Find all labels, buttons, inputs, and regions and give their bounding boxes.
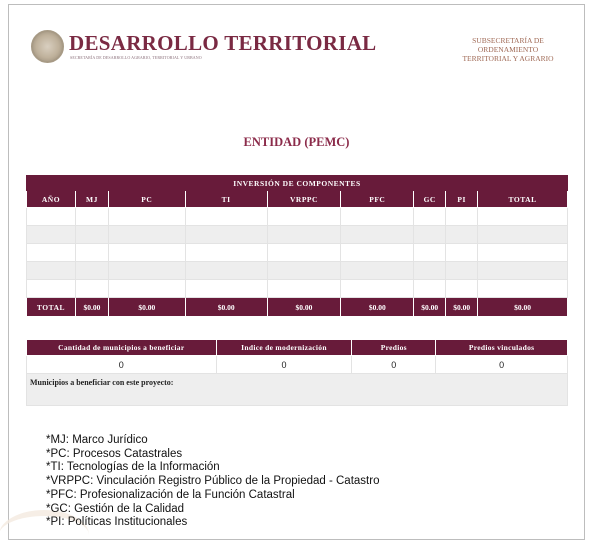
total-label: TOTAL <box>27 298 76 317</box>
table-cell <box>478 262 568 280</box>
table-cell <box>75 208 108 226</box>
entity-title: ENTIDAD (PEMC) <box>243 135 350 149</box>
column-header-predios: Predios <box>352 340 436 356</box>
table-cell <box>414 262 446 280</box>
header-right-line: TERRITORIAL Y AGRARIO <box>462 54 554 63</box>
total-total: $0.00 <box>478 298 568 317</box>
table-cell <box>446 280 478 298</box>
value-predios-vinculados: 0 <box>436 356 568 374</box>
column-header-ano: AÑO <box>27 191 76 208</box>
table-cell <box>478 280 568 298</box>
table-cell <box>478 226 568 244</box>
municipios-label: Municipios a beneficiar con este proyecto: <box>27 374 568 406</box>
investment-table-title: INVERSIÓN DE COMPONENTES <box>27 176 568 191</box>
table-cell <box>27 280 76 298</box>
value-municipios: 0 <box>27 356 217 374</box>
total-vrppc: $0.00 <box>267 298 341 317</box>
column-header-total: TOTAL <box>478 191 568 208</box>
table-cell <box>108 280 185 298</box>
legend-item: *VRPPC: Vinculación Registro Público de la Propiedad - Catastro <box>46 475 380 488</box>
table-cell <box>414 244 446 262</box>
column-header-ti: TI <box>185 191 267 208</box>
table-cell <box>414 226 446 244</box>
table-cell <box>27 262 76 280</box>
table-cell <box>267 226 341 244</box>
column-header-pfc: PFC <box>341 191 414 208</box>
table-cell <box>341 262 414 280</box>
table-cell <box>108 244 185 262</box>
table-row <box>27 208 568 226</box>
header-right-text <box>458 36 558 63</box>
table-row <box>27 262 568 280</box>
government-seal-icon <box>31 30 64 63</box>
table-cell <box>185 280 267 298</box>
table-cell <box>267 208 341 226</box>
table-cell <box>75 262 108 280</box>
table-cell <box>446 208 478 226</box>
total-gc: $0.00 <box>414 298 446 317</box>
table-cell <box>267 244 341 262</box>
total-ti: $0.00 <box>185 298 267 317</box>
column-header-vrppc: VRPPC <box>267 191 341 208</box>
header-right-line: ORDENAMIENTO <box>477 45 539 54</box>
column-header-municipios: Cantidad de municipios a beneficiar <box>27 340 217 356</box>
column-header-predios-vinculados: Predios vinculados <box>436 340 568 356</box>
logo-title: DESARROLLO TERRITORIAL <box>69 31 377 55</box>
header-right-line: SUBSECRETARÍA DE <box>472 36 544 45</box>
column-header-pc: PC <box>108 191 185 208</box>
table-cell <box>446 244 478 262</box>
value-predios: 0 <box>352 356 436 374</box>
table-cell <box>108 208 185 226</box>
table-cell <box>414 208 446 226</box>
logo-subtitle: SECRETARÍA DE DESARROLLO AGRARIO, TERRITORIAL Y URBANO <box>70 55 202 60</box>
value-indice: 0 <box>216 356 352 374</box>
table-row <box>27 244 568 262</box>
table-cell <box>478 244 568 262</box>
table-cell <box>478 208 568 226</box>
table-cell <box>27 226 76 244</box>
table-row <box>27 280 568 298</box>
legend-item: *PFC: Profesionalización de la Función Catastral <box>46 488 295 501</box>
legend-item: *TI: Tecnologías de la Información <box>46 461 220 474</box>
document-page <box>8 4 585 540</box>
table-cell <box>108 226 185 244</box>
table-cell <box>446 262 478 280</box>
table-cell <box>267 280 341 298</box>
column-header-indice: Indice de modernización <box>216 340 352 356</box>
table-row <box>27 226 568 244</box>
table-cell <box>267 262 341 280</box>
investment-table <box>26 175 568 317</box>
table-cell <box>75 280 108 298</box>
table-cell <box>27 244 76 262</box>
legend-item: *MJ: Marco Jurídico <box>46 434 148 446</box>
table-cell <box>341 244 414 262</box>
legend-item: *PI: Políticas Institucionales <box>46 516 188 529</box>
table-cell <box>75 244 108 262</box>
table-cell <box>185 262 267 280</box>
table-cell <box>108 262 185 280</box>
total-row <box>27 298 568 317</box>
legend-item: *PC: Procesos Catastrales <box>46 447 183 460</box>
table-cell <box>185 244 267 262</box>
table-cell <box>75 226 108 244</box>
table-cell <box>185 226 267 244</box>
abbreviation-legend <box>46 434 379 530</box>
table-cell <box>185 208 267 226</box>
table-cell <box>341 226 414 244</box>
legend-item: *GC: Gestión de la Calidad <box>46 502 185 515</box>
table-cell <box>27 208 76 226</box>
summary-table <box>26 339 568 406</box>
total-pc: $0.00 <box>108 298 185 317</box>
total-pi: $0.00 <box>446 298 478 317</box>
table-cell <box>446 226 478 244</box>
total-pfc: $0.00 <box>341 298 414 317</box>
table-cell <box>414 280 446 298</box>
column-header-pi: PI <box>446 191 478 208</box>
column-header-gc: GC <box>414 191 446 208</box>
column-header-mj: MJ <box>75 191 108 208</box>
table-cell <box>341 280 414 298</box>
table-cell <box>341 208 414 226</box>
total-mj: $0.00 <box>75 298 108 317</box>
